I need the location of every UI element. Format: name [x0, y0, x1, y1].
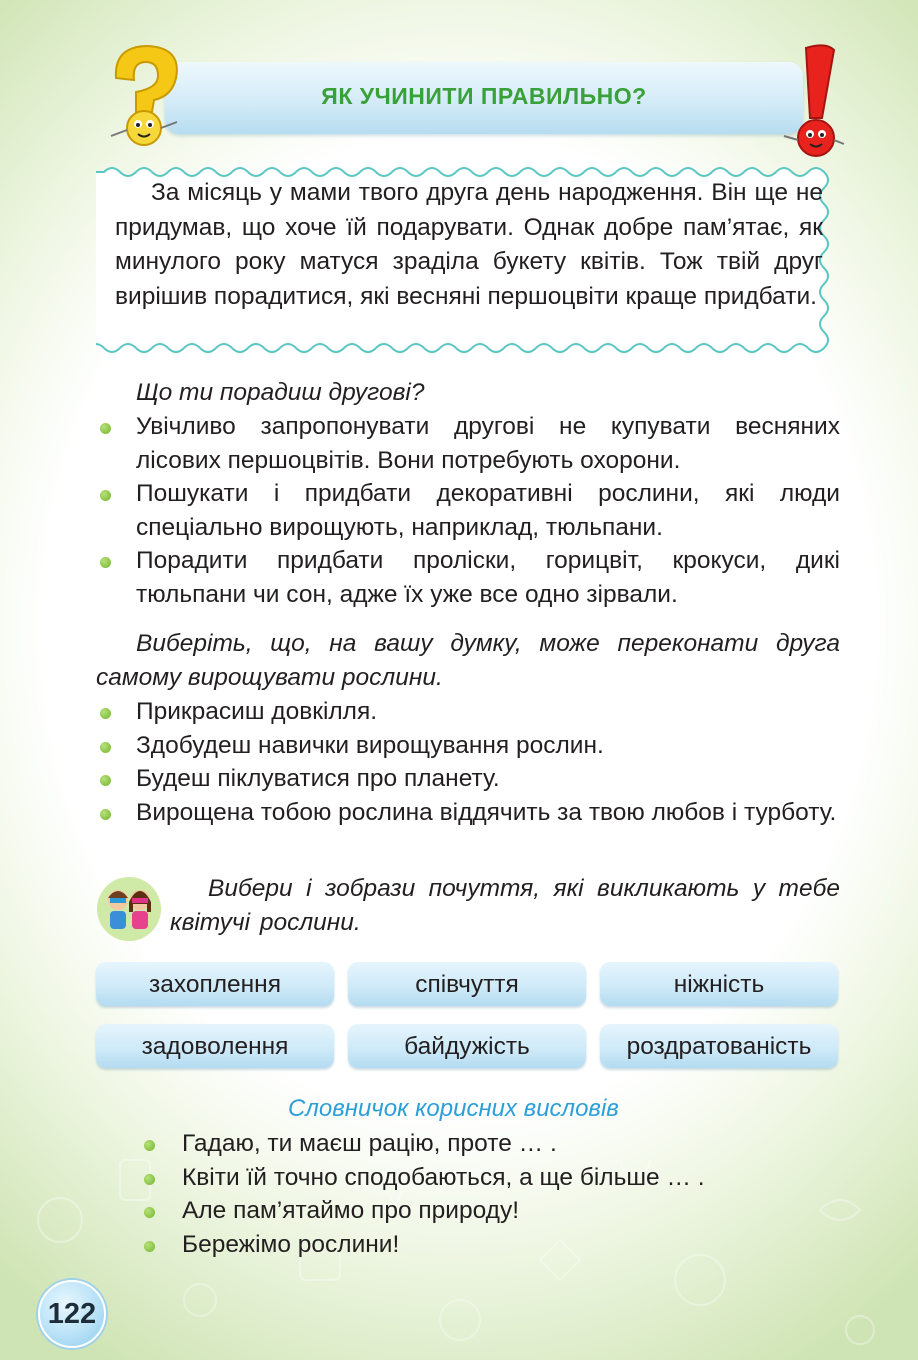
kids-pair-icon	[96, 876, 162, 942]
feeling-chip[interactable]: роздратованість	[600, 1024, 838, 1068]
reasons-list	[96, 695, 840, 829]
list-item: Порадити придбати проліски, горицвіт, крокуси, дикі тюльпани чи сон, адже їх уже все одно зірвали.	[96, 544, 840, 611]
list-item: Увічливо запропонувати другові не купувати весняних лісових першоцвітів. Вони потребують охорони.	[96, 410, 840, 477]
question-mark-mascot-icon	[96, 38, 196, 148]
list-item: Але пам’ятаймо про природу!	[140, 1194, 840, 1228]
feeling-chip[interactable]: співчуття	[348, 962, 586, 1006]
page-number: 122	[38, 1280, 106, 1348]
instruction-draw: Вибери і зобрази почуття, які викликають у тебе квітучі рослини.	[170, 875, 840, 936]
bullet-icon	[100, 708, 111, 719]
list-item: Будеш піклуватися про планету.	[96, 762, 840, 796]
bullet-icon	[100, 557, 111, 568]
instruction-choose: Виберіть, що, на вашу думку, може переконати друга самому вирощувати рослини.	[96, 630, 840, 691]
list-item: Прикрасиш довкілля.	[96, 695, 840, 729]
vocabulary-title: Словничок корисних висловів	[288, 1095, 619, 1122]
bullet-icon	[100, 809, 111, 820]
section-header	[165, 58, 803, 136]
bullet-icon	[144, 1207, 155, 1218]
list-item: Гадаю, ти маєш рацію, проте … .	[140, 1127, 840, 1161]
list-item: Здобудеш навички вирощування рослин.	[96, 729, 840, 763]
task-paragraph	[115, 176, 823, 314]
bullet-icon	[144, 1174, 155, 1185]
vocabulary-list	[140, 1127, 840, 1261]
exclamation-mark-mascot-icon	[778, 42, 848, 160]
question-prompt: Що ти порадиш другові?	[136, 379, 425, 406]
header-title: ЯК УЧИНИТИ ПРАВИЛЬНО?	[321, 83, 647, 109]
advice-list	[96, 410, 840, 611]
bullet-icon	[144, 1140, 155, 1151]
bullet-icon	[100, 742, 111, 753]
list-item: Вирощена тобою рослина віддячить за твою любов і турботу.	[96, 796, 840, 830]
list-item: Пошукати і придбати декоративні рослини, які люди спеціально вирощують, наприклад, тюльпани.	[96, 477, 840, 544]
feeling-chip[interactable]: байдужість	[348, 1024, 586, 1068]
bullet-icon	[100, 490, 111, 501]
feeling-chip[interactable]: задоволення	[96, 1024, 334, 1068]
list-item: Квіти їй точно сподобаються, а ще більше … .	[140, 1161, 840, 1195]
bullet-icon	[144, 1241, 155, 1252]
feeling-chip[interactable]: ніжність	[600, 962, 838, 1006]
list-item: Бережімо рослини!	[140, 1228, 840, 1262]
bullet-icon	[100, 775, 111, 786]
feeling-chip[interactable]: захоплення	[96, 962, 334, 1006]
bullet-icon	[100, 423, 111, 434]
task-text: За місяць у мами твого друга день народження. Він ще не придумав, що хоче їй подарувати. Однак добре пам’ятає, як минулого року матуся зраділа букету квітів. Тож твій друг вирішив порадитися, які весняні першоцвіти краще придбати.	[115, 179, 823, 310]
